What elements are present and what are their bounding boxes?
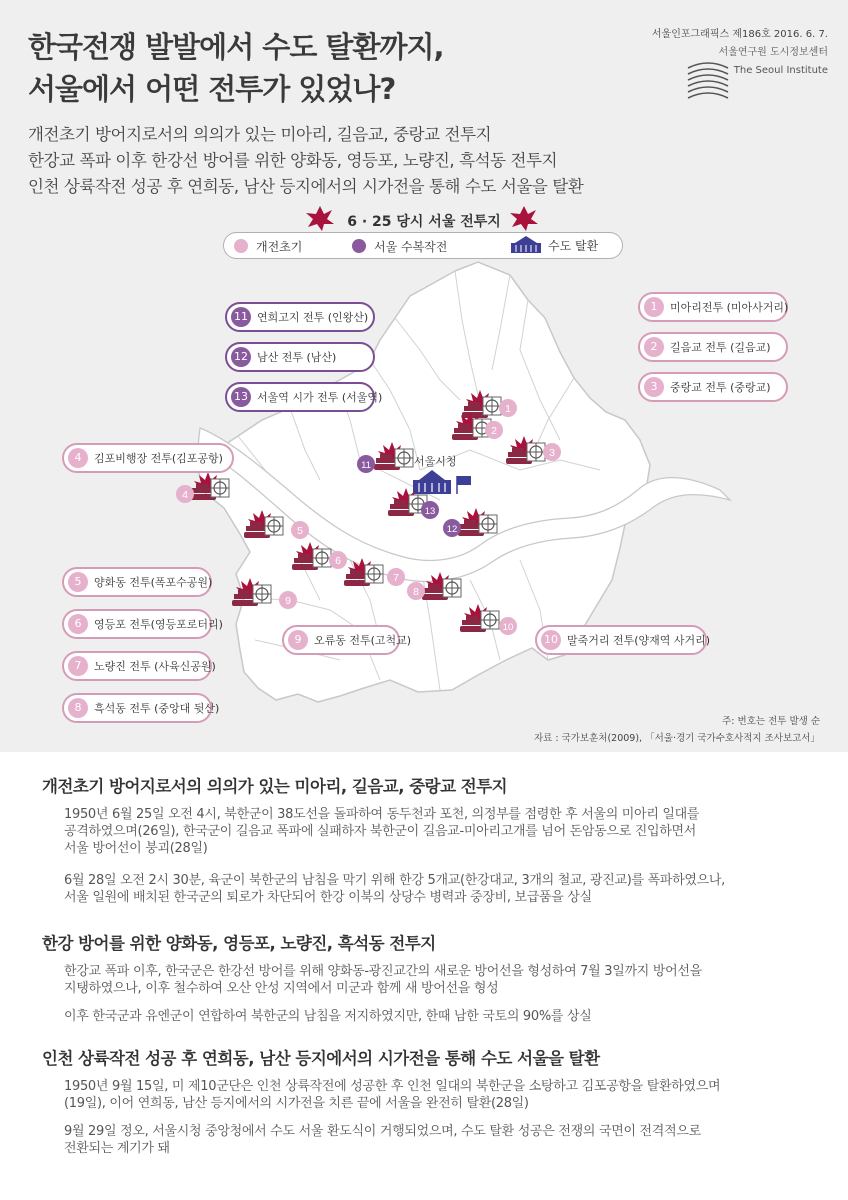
- battle-number: 1: [644, 297, 664, 317]
- publication-issue: 서울인포그래픽스 제186호 2016. 6. 7.: [651, 29, 828, 40]
- battle-label-11: [225, 302, 375, 332]
- battle-number: 6: [68, 614, 88, 634]
- crosshair-icon: [253, 585, 271, 603]
- crosshair-icon: [313, 549, 331, 567]
- paragraph-line: 서울 방어선이 붕괴(28일): [64, 841, 208, 856]
- paragraph-line: 한강교 폭파 이후, 한국군은 한강선 방어를 위해 양화동-광진교간의 새로운 방어선을 형성하여 7월 3일까지 방어선을: [64, 964, 702, 979]
- battle-number: 4: [182, 489, 188, 501]
- subtitle-line: 개전초기 방어지로서의 의의가 있는 미아리, 길음교, 중랑교 전투지: [28, 125, 492, 144]
- paragraph-line: 공격하였으며(26일), 한국군이 길음교 폭파에 실패하자 북한군이 길음교-미아리고개를 넘어 돈암동으로 진입하면서: [64, 824, 697, 839]
- battle-label-6: [62, 609, 223, 639]
- title-line: 서울에서 어떤 전투가 있었나?: [28, 72, 396, 106]
- crosshair-icon: [481, 611, 499, 629]
- battle-name: 미아리전투 (미아사거리): [670, 301, 789, 314]
- battle-number: 6: [335, 555, 341, 567]
- section-paragraph: [64, 1078, 804, 1112]
- battle-name: 양화동 전투(폭포수공원): [94, 576, 213, 589]
- battle-number: 5: [68, 572, 88, 592]
- section-heading: 인천 상륙작전 성공 후 연희동, 남산 등지에서의 시가전을 통해 수도 서울을 탈환: [42, 1049, 600, 1068]
- battle-name: 오류동 전투(고척교): [314, 634, 412, 647]
- paragraph-line: 1950년 9월 15일, 미 제10군단은 인천 상륙작전에 성공한 후 인천 일대의 북한군을 소탕하고 김포공항을 탈환하였으며: [64, 1079, 721, 1094]
- city-hall-icon: [510, 236, 542, 254]
- battle-number-badge: [499, 617, 517, 635]
- battle-number-badge: [387, 568, 405, 586]
- battle-number: 2: [491, 425, 497, 437]
- subtitle-line: 한강교 폭파 이후 한강선 방어를 위한 양화동, 영등포, 노량진, 흑석동 전투지: [28, 151, 558, 170]
- battle-name: 김포비행장 전투(김포공항): [94, 452, 223, 465]
- battle-number: 13: [231, 387, 251, 407]
- battle-name: 연희고지 전투 (인왕산): [257, 311, 369, 324]
- battle-number: 12: [446, 524, 458, 535]
- battle-label-1: [638, 292, 788, 322]
- section-paragraph: [64, 1008, 804, 1025]
- battle-label-2: [638, 332, 788, 362]
- crosshair-icon: [395, 449, 413, 467]
- battle-number-badge: [485, 421, 503, 439]
- paragraph-line: 지탱하였으나, 이후 철수하여 오산 안성 지역에서 미군과 함께 새 방어선을 형성: [64, 981, 499, 996]
- battle-name: 남산 전투 (남산): [257, 351, 337, 364]
- legend-label: 개전초기: [256, 240, 303, 254]
- battle-number: 2: [644, 337, 664, 357]
- battle-number: 4: [68, 448, 88, 468]
- battle-number: 9: [288, 630, 308, 650]
- battle-number: 5: [297, 525, 303, 537]
- crosshair-icon: [443, 579, 461, 597]
- battle-number: 7: [68, 656, 88, 676]
- battle-name: 서울역 시가 전투 (서울역): [257, 391, 383, 404]
- title-line: 한국전쟁 발발에서 수도 탈환까지,: [28, 30, 444, 64]
- battle-label-12: [225, 342, 375, 372]
- legend-item-capital-recapture: [510, 236, 598, 254]
- section-paragraph: [64, 806, 804, 857]
- battle-number: 12: [231, 347, 251, 367]
- paragraph-line: 서울 일원에 배치된 한국군의 퇴로가 차단되어 한강 이북의 상당수 병력과 중장비, 보급품을 상실: [64, 890, 592, 905]
- battle-label-7: [62, 651, 216, 681]
- legend-title: 6 · 25 당시 서울 전투지: [347, 214, 501, 230]
- city-hall-label: 서울시청: [414, 456, 457, 468]
- battle-name: 흑석동 전투 (중앙대 뒷산): [94, 702, 220, 715]
- battle-name: 노량진 전투 (사육신공원): [94, 660, 216, 673]
- section-paragraph: [64, 872, 804, 906]
- paragraph-line: 9월 29일 정오, 서울시청 중앙청에서 수도 서울 환도식이 거행되었으며, 수도 탈환 성공은 전쟁의 국면이 전격적으로: [64, 1124, 701, 1139]
- crosshair-icon: [211, 479, 229, 497]
- section-paragraph: [64, 1123, 804, 1157]
- organization-name: 서울연구원 도시정보센터: [718, 47, 828, 58]
- section-heading: 개전초기 방어지로서의 의의가 있는 미아리, 길음교, 중랑교 전투지: [42, 777, 508, 796]
- paragraph-line: 6월 28일 오전 2시 30분, 육군이 북한군의 남침을 막기 위해 한강 5개교(한강대교, 3개의 철교, 광진교)를 폭파하였으나,: [64, 873, 725, 888]
- map-source: 자료 : 국가보훈처(2009), 「서울·경기 국가수호사적지 조사보고서」: [533, 733, 820, 744]
- battle-label-4: [62, 443, 234, 473]
- section-heading: 한강 방어를 위한 양화동, 영등포, 노량진, 흑석동 전투지: [42, 934, 436, 953]
- legend-label: 서울 수복작전: [374, 240, 448, 254]
- battle-number: 9: [285, 595, 291, 607]
- battle-number: 13: [424, 506, 436, 517]
- crosshair-icon: [527, 443, 545, 461]
- legend-item-early: [234, 238, 302, 255]
- crosshair-icon: [479, 515, 497, 533]
- battle-number-badge: [279, 591, 297, 609]
- battle-number-badge: [357, 455, 375, 473]
- battle-number: 8: [413, 586, 419, 598]
- battle-number-badge: [291, 521, 309, 539]
- battle-number-badge: [499, 399, 517, 417]
- crosshair-icon: [483, 397, 501, 415]
- battle-name: 중랑교 전투 (중랑교): [670, 381, 771, 394]
- battle-number: 3: [644, 377, 664, 397]
- battle-label-9: [282, 625, 412, 655]
- battle-number-badge: [543, 443, 561, 461]
- battle-number: 11: [231, 307, 251, 327]
- subtitle-line: 인천 상륙작전 성공 후 연희동, 남산 등지에서의 시가전을 통해 수도 서울을 탈환: [28, 177, 584, 196]
- pink-dot-icon: [234, 239, 248, 253]
- battle-number-badge: [407, 582, 425, 600]
- purple-dot-icon: [352, 239, 366, 253]
- paragraph-line: (19일), 이어 연희동, 남산 등지에서의 시가전을 치른 끝에 서울을 완전히 탈환(28일): [64, 1096, 529, 1111]
- battle-number: 10: [541, 630, 561, 650]
- battle-label-10: [535, 625, 711, 655]
- legend: [223, 232, 623, 259]
- map-notes: [534, 713, 820, 747]
- legend-label: 수도 탈환: [548, 239, 599, 253]
- crosshair-icon: [265, 517, 283, 535]
- legend-item-recapture: [352, 238, 447, 255]
- paragraph-line: 전환되는 계기가 돼: [64, 1141, 170, 1156]
- battle-number: 1: [505, 403, 511, 415]
- battle-label-3: [638, 372, 788, 402]
- battle-label-13: [225, 382, 383, 412]
- section-paragraph: [64, 963, 804, 997]
- battle-label-8: [62, 693, 220, 723]
- battle-name: 말죽거리 전투(양재역 사거리): [567, 634, 711, 647]
- battle-number: 3: [549, 447, 555, 459]
- battle-number: 10: [502, 622, 514, 633]
- battle-number: 8: [68, 698, 88, 718]
- battle-number-badge: [329, 551, 347, 569]
- battle-number-badge: [443, 519, 461, 537]
- battle-name: 길음교 전투 (길음교): [670, 341, 771, 354]
- battle-number: 11: [361, 460, 371, 471]
- crosshair-icon: [365, 565, 383, 583]
- map-note: 주: 번호는 전투 발생 순: [722, 716, 820, 727]
- paragraph-line: 1950년 6월 25일 오전 4시, 북한군이 38도선을 돌파하여 동두천과 포천, 의정부를 점령한 후 서울의 미아리 일대를: [64, 807, 700, 822]
- battle-number-badge: [421, 501, 439, 519]
- paragraph-line: 이후 한국군과 유엔군이 연합하여 북한군의 남침을 저지하였지만, 한때 남한 국토의 90%를 상실: [64, 1009, 592, 1024]
- battle-label-5: [62, 567, 212, 597]
- battle-number-badge: [176, 485, 194, 503]
- battle-number: 7: [393, 572, 399, 584]
- battle-name: 영등포 전투(영등포로터리): [94, 618, 223, 631]
- organization-name-en: The Seoul Institute: [733, 65, 828, 76]
